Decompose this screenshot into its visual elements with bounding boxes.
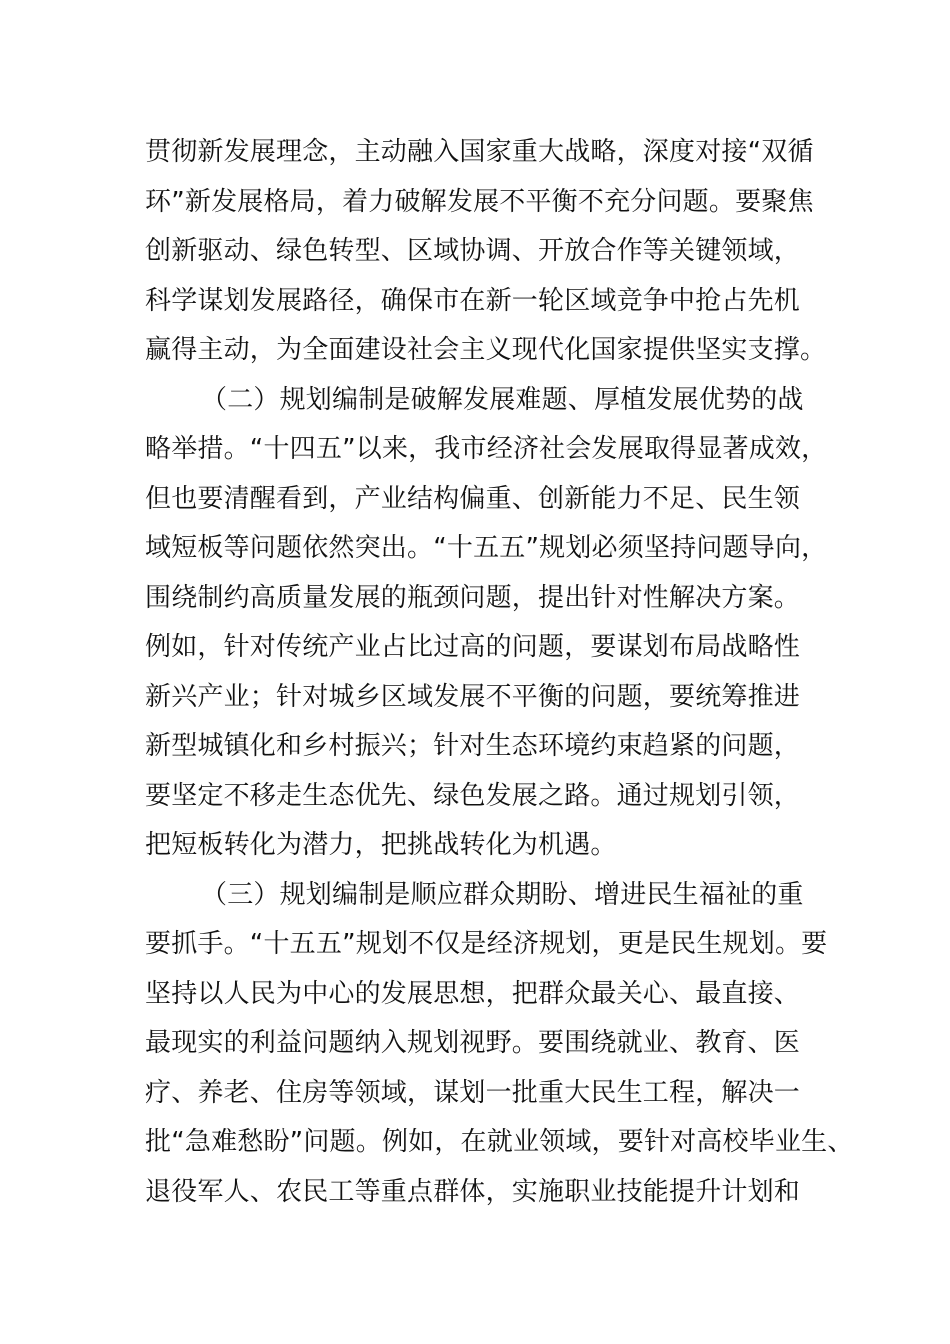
section-heading-line: （三）规划编制是顺应群众期盼、增进民生福祉的重 (201, 879, 804, 910)
text-line: 略举措。“十四五”以来，我市经济社会发展取得显著成效， (145, 434, 828, 464)
text-line: 创新驱动、绿色转型、区域协调、开放合作等关键领域， (145, 236, 801, 266)
text-line: 要抓手。“十五五”规划不仅是经济规划，更是民生规划。要 (145, 929, 828, 959)
text-line: 围绕制约高质量发展的瓶颈问题，提出针对性解决方案。 (145, 582, 801, 613)
text-line: 新兴产业；针对城乡区域发展不平衡的问题，要统筹推进 (145, 681, 801, 712)
text-line: 但也要清醒看到，产业结构偏重、创新能力不足、民生领 (145, 483, 801, 514)
text-line: 要坚定不移走生态优先、绿色发展之路。通过规划引领， (145, 780, 801, 811)
text-line: 赢得主动，为全面建设社会主义现代化国家提供坚实支撑。 (145, 335, 827, 365)
text-line: 例如，针对传统产业占比过高的问题，要谋划布局战略性 (145, 632, 801, 662)
text-line: 把短板转化为潜力，把挑战转化为机遇。 (145, 830, 617, 860)
text-line: 最现实的利益问题纳入规划视野。要围绕就业、教育、医 (145, 1028, 801, 1058)
body-text (145, 128, 854, 1217)
text-line: 科学谋划发展路径，确保市在新一轮区域竞争中抢占先机 (145, 285, 801, 316)
text-line: 贯彻新发展理念，主动融入国家重大战略，深度对接“双循 (145, 137, 814, 167)
text-line: 疗、养老、住房等领域，谋划一批重大民生工程，解决一 (145, 1077, 801, 1108)
text-line: 坚持以人民为中心的发展思想，把群众最关心、最直接、 (145, 978, 801, 1009)
text-line: 新型城镇化和乡村振兴；针对生态环境约束趋紧的问题， (145, 731, 801, 761)
text-line: 环”新发展格局，着力破解发展不平衡不充分问题。要聚焦 (145, 186, 814, 217)
section-heading-line: （二）规划编制是破解发展难题、厚植发展优势的战 (201, 384, 804, 415)
text-line: 域短板等问题依然突出。“十五五”规划必须坚持问题导向， (145, 533, 828, 563)
text-line: 批“急难愁盼”问题。例如，在就业领域，要针对高校毕业生、 (145, 1127, 854, 1157)
text-line: 退役军人、农民工等重点群体，实施职业技能提升计划和 (145, 1176, 801, 1207)
